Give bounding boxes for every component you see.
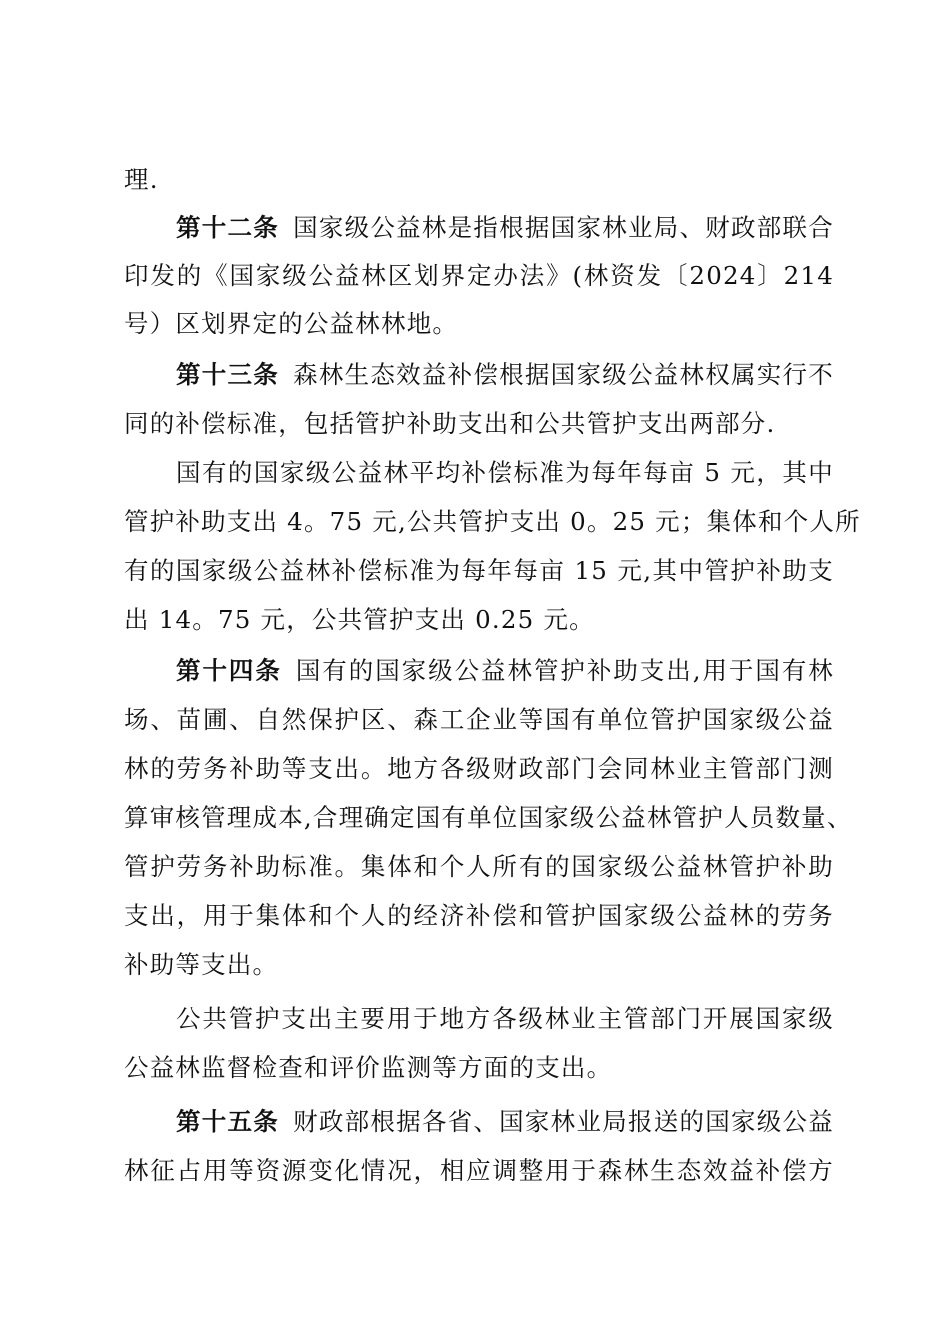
- article-14-line: [124, 900, 834, 932]
- paragraph-line: [176, 457, 834, 489]
- paragraph-line: [124, 506, 861, 538]
- line-text: 场、苗圃、自然保护区、森工企业等国有单位管护国家级公益: [124, 705, 834, 734]
- line-text: 财政部根据各省、国家林业局报送的国家级公益: [293, 1107, 834, 1136]
- line-text: 管护补助支出 4。75 元,公共管护支出 0。25 元；集体和个人所: [124, 507, 861, 536]
- line-text: 印发的《国家级公益林区划界定办法》(林资发〔2024〕214: [124, 261, 834, 290]
- line-text: 林的劳务补助等支出。地方各级财政部门会同林业主管部门测: [124, 754, 834, 783]
- article-14-line: [124, 949, 834, 981]
- article-12-heading-line: [176, 212, 834, 244]
- line-text: 支出，用于集体和个人的经济补偿和管护国家级公益林的劳务: [124, 901, 834, 930]
- line-text: 号）区划界定的公益林林地。: [124, 309, 459, 338]
- line-text: 理.: [124, 165, 159, 194]
- paragraph-continuation: [124, 164, 834, 196]
- line-text: 国家级公益林是指根据国家林业局、财政部联合: [293, 213, 834, 242]
- line-text: 补助等支出。: [124, 950, 279, 979]
- paragraph-line: [176, 1003, 834, 1035]
- article-number: 第十三条: [176, 360, 280, 389]
- line-text: 有的国家级公益林补偿标准为每年每亩 15 元,其中管护补助支: [124, 556, 834, 585]
- article-13-line: [124, 408, 834, 440]
- article-14-line: [124, 802, 853, 834]
- article-number: 第十五条: [176, 1107, 280, 1136]
- line-text: 公共管护支出主要用于地方各级林业主管部门开展国家级: [176, 1004, 834, 1033]
- article-number: 第十二条: [176, 213, 280, 242]
- article-12-line: [124, 260, 834, 292]
- paragraph-line: [124, 555, 834, 587]
- article-14-line: [124, 851, 834, 883]
- line-text: 国有的国家级公益林平均补偿标准为每年每亩 5 元，其中: [176, 458, 834, 487]
- line-text: 森林生态效益补偿根据国家级公益林权属实行不: [293, 360, 834, 389]
- paragraph-line: [124, 604, 834, 636]
- line-text: 国有的国家级公益林管护补助支出,用于国有林: [295, 656, 834, 685]
- article-14-line: [124, 704, 834, 736]
- paragraph-line: [124, 1052, 834, 1084]
- article-number: 第十四条: [176, 656, 282, 685]
- article-14-heading-line: [176, 655, 834, 687]
- line-text: 算审核管理成本,合理确定国有单位国家级公益林管护人员数量、: [124, 803, 853, 832]
- line-text: 同的补偿标准，包括管护补助支出和公共管护支出两部分.: [124, 409, 776, 438]
- line-text: 林征占用等资源变化情况，相应调整用于森林生态效益补偿方: [124, 1156, 834, 1185]
- article-15-line: [124, 1155, 834, 1187]
- line-text: 管护劳务补助标准。集体和个人所有的国家级公益林管护补助: [124, 852, 834, 881]
- line-text: 出 14。75 元，公共管护支出 0.25 元。: [124, 605, 595, 634]
- article-12-line: [124, 308, 834, 340]
- article-15-heading-line: [176, 1106, 834, 1138]
- article-14-line: [124, 753, 834, 785]
- article-13-heading-line: [176, 359, 834, 391]
- line-text: 公益林监督检查和评价监测等方面的支出。: [124, 1053, 613, 1082]
